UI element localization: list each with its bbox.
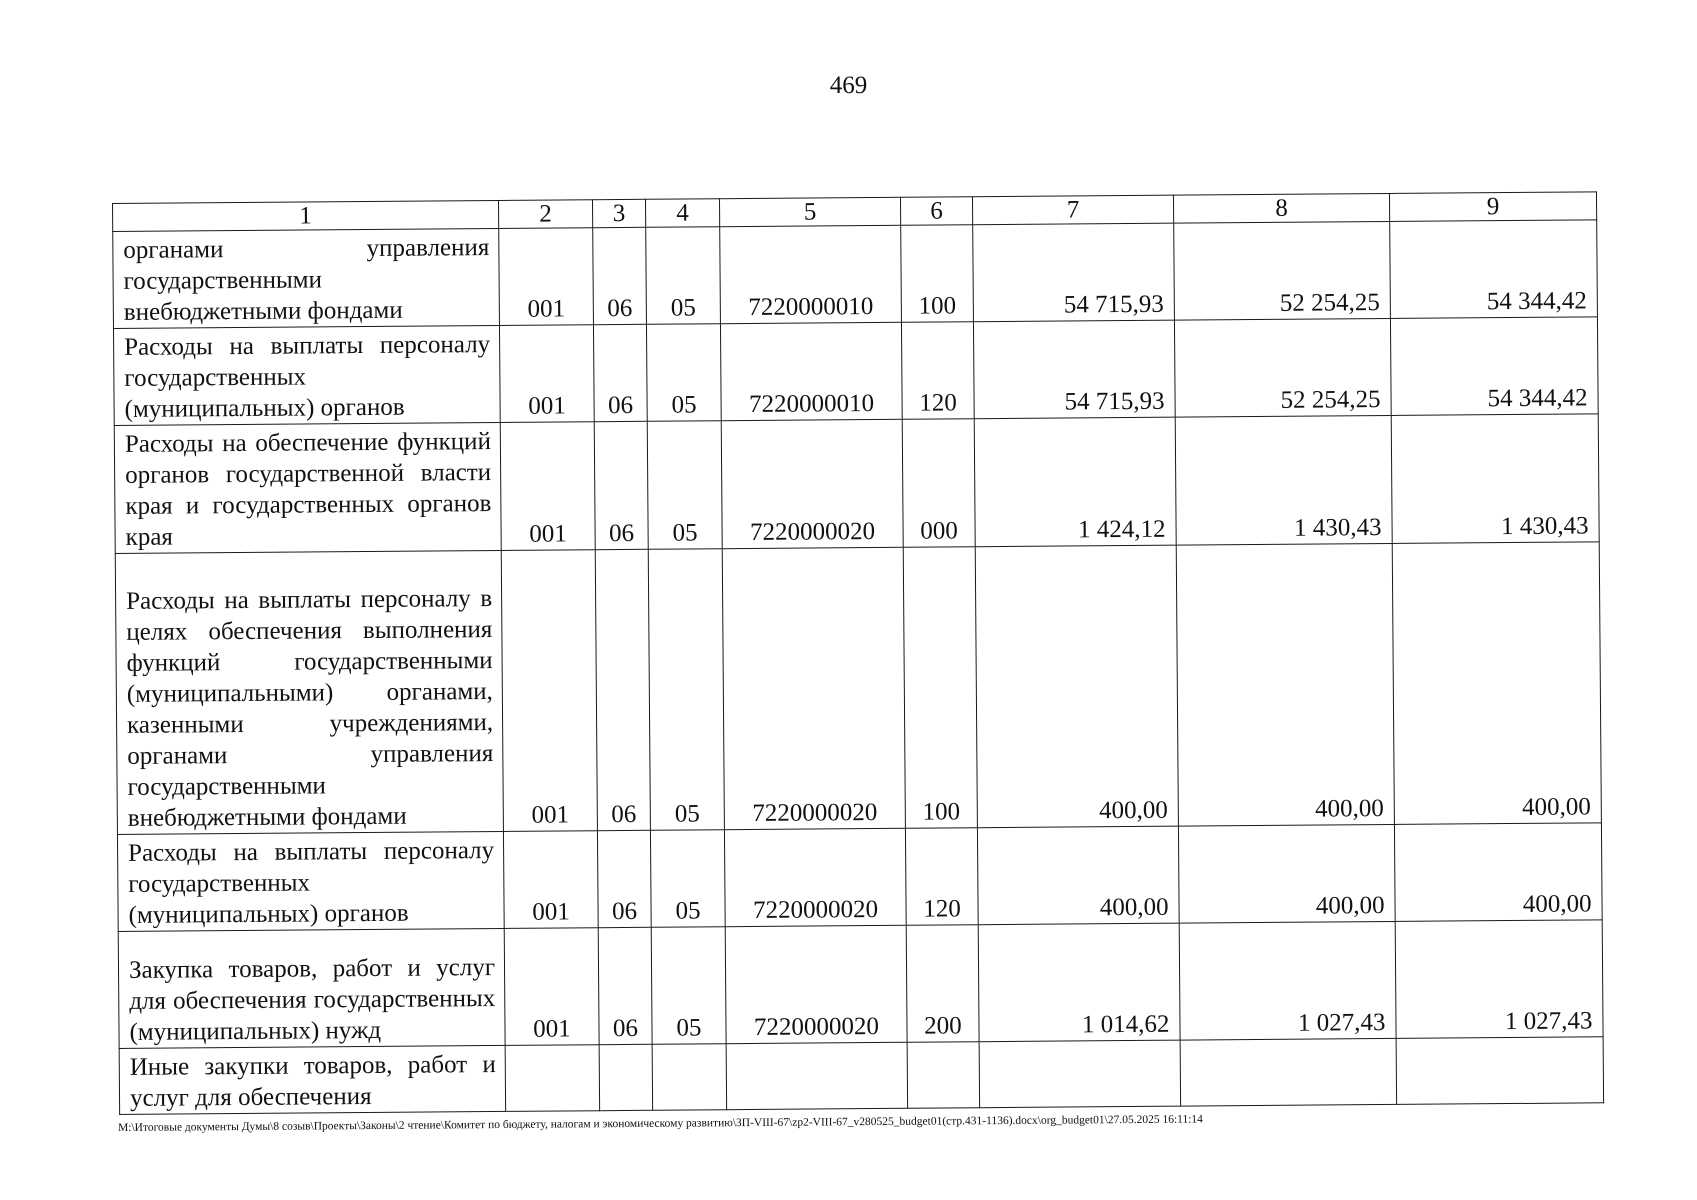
expense-name-cell: Расходы на выплаты персоналу государственных (муниципальных) органов [117,831,504,931]
code-cell: 05 [648,549,724,831]
page-number: 469 [829,72,868,99]
expense-name-cell: Расходы на выплаты персоналу государственных (муниципальных) органов [113,325,500,425]
code-cell: 06 [593,324,647,421]
code-cell: 05 [646,324,721,422]
amount-cell: 400,00 [1178,824,1395,923]
code-cell: 001 [500,422,595,551]
budget-table [112,191,1604,1115]
code-cell: 06 [597,830,651,927]
table-row [115,542,1601,835]
code-cell: 05 [650,830,725,928]
amount-cell: 400,00 [1176,543,1394,826]
code-cell: 05 [647,421,722,550]
table-row [113,220,1598,329]
code-cell: 06 [595,549,650,830]
amount-cell: 1 424,12 [974,417,1176,547]
code-cell [505,1045,600,1112]
code-cell: 7220000020 [724,828,906,926]
column-header: 8 [1173,193,1389,223]
code-cell: 05 [646,227,721,325]
table-row [117,823,1602,932]
amount-cell [979,1040,1181,1108]
table-row [119,1037,1603,1115]
column-header: 2 [498,200,592,229]
code-cell: 001 [499,228,594,326]
column-header: 3 [592,199,645,227]
code-cell: 120 [905,828,978,926]
column-header: 6 [900,197,972,226]
table-row [113,317,1598,426]
code-cell: 000 [902,419,975,548]
code-cell: 200 [906,925,979,1043]
code-cell: 05 [651,927,726,1045]
code-cell: 7220000020 [725,925,907,1043]
expense-name-cell: Расходы на выплаты персоналу в целях обеспечения выполнения функций государственными (муниципальными) органами, казенными учреждениями, органами управления государственными внебюджетными фондами [115,550,503,834]
code-cell: 06 [593,227,647,324]
amount-cell [1180,1038,1397,1106]
column-header: 1 [113,200,499,231]
column-header: 9 [1389,192,1596,222]
amount-cell: 1 014,62 [978,923,1180,1042]
amount-cell: 1 430,43 [1175,415,1392,545]
amount-cell: 54 715,93 [973,320,1175,419]
code-cell: 100 [901,225,974,323]
amount-cell: 1 027,43 [1395,920,1603,1039]
table-row [114,414,1599,554]
code-cell [726,1042,908,1109]
column-header: 5 [719,197,900,226]
amount-cell: 54 715,93 [973,223,1175,322]
code-cell: 7220000020 [722,547,905,829]
column-header: 7 [972,195,1173,225]
code-cell: 001 [501,550,597,832]
code-cell: 100 [903,547,977,829]
amount-cell: 1 027,43 [1179,921,1396,1040]
code-cell [599,1044,653,1110]
amount-cell [1396,1037,1604,1105]
expense-name-cell: Расходы на обеспечение функций органов государственной власти края и государственных органов края [114,422,501,553]
code-cell: 06 [594,421,648,549]
code-cell: 001 [499,325,594,423]
expense-name-cell: Закупка товаров, работ и услуг для обеспечения государственных (муниципальных) нужд [118,928,505,1048]
amount-cell: 400,00 [975,545,1178,828]
expense-name-cell: органами управления государственными внебюджетными фондами [113,228,500,328]
amount-cell: 52 254,25 [1174,221,1391,320]
code-cell: 001 [503,831,598,929]
code-cell: 001 [504,928,599,1046]
column-header: 4 [645,199,719,228]
table-row [118,920,1603,1049]
amount-cell: 54 344,42 [1390,317,1598,416]
amount-cell: 52 254,25 [1174,318,1391,417]
amount-cell: 400,00 [1394,823,1602,922]
code-cell: 120 [901,322,974,420]
amount-cell: 1 430,43 [1391,414,1599,544]
code-cell: 06 [598,927,652,1044]
code-cell [907,1042,980,1109]
amount-cell: 400,00 [977,826,1179,925]
amount-cell: 54 344,42 [1390,220,1598,319]
code-cell: 7220000010 [720,322,902,420]
code-cell: 7220000010 [720,225,902,323]
footer-file-path: М:\Итоговые документы Думы\8 созыв\Проекты\Законы\2 чтение\Комитет по бюджету, налогам и экономическому развитию\ЗП-VIII-67\zp2-VIII-67_v280525_budget01(стр.431-1136).docx\org_budget01\27.05.2025 16:11:14 [118,1113,1203,1134]
code-cell: 7220000020 [721,419,903,548]
expense-name-cell: Иные закупки товаров, работ и услуг для обеспечения [119,1045,506,1114]
amount-cell: 400,00 [1392,542,1601,825]
code-cell [652,1044,727,1111]
